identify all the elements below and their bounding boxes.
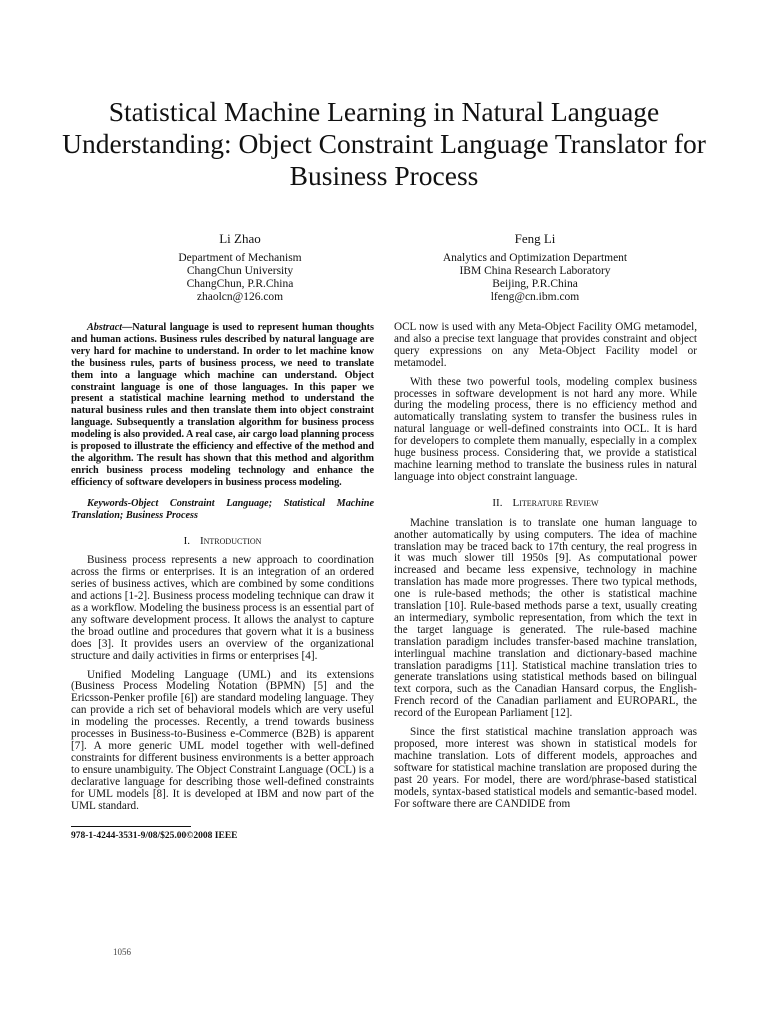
right-column	[394, 322, 697, 810]
copyright-footnote: 978-1-4244-3531-9/08/$25.00©2008 IEEE	[71, 831, 238, 841]
paragraph: Business process represents a new approach to coordination across the firms or enterprises. It is an integration of an ordered series of business actives, which are combined by some conditions and actions [1-2]. Business process modeling technique can draw it as a workflow. Modeling the business process is an essential part of any software development process. It allows the analyst to capture the broad outline and procedures that govern what it is a business does [3]. It provides users an overview of the organizational structure and daily activities in firms or enterprises [4].	[71, 554, 374, 662]
paragraph: OCL now is used with any Meta-Object Facility OMG metamodel, and also a precise text language that provides constraint and object query expressions on any Meta-Object Facility model or metamodel.	[394, 321, 697, 369]
abstract-label: Abstract	[87, 322, 123, 333]
page-number: 1056	[113, 947, 131, 957]
section-title: Introduction	[199, 534, 262, 547]
section-heading-introduction	[71, 536, 374, 548]
paragraph: With these two powerful tools, modeling complex business processes in software development is not hard any more. While during the modeling process, there is no efficiency method and automatically translating system to transfer the business rules in natural language or well-defined constraints into OCL. It is hard for developers to complete them manually, especially in a complex huge business process. Considering that, we provide a statistical machine learning method to translate the business rules in natural language into object constraint language.	[394, 375, 697, 483]
author-city: Beijing, P.R.China	[492, 278, 578, 290]
author-department: Analytics and Optimization Department	[442, 252, 628, 264]
author-name: Li Zhao	[219, 231, 261, 246]
author-block-2	[400, 232, 670, 304]
author-name: Feng Li	[514, 231, 556, 246]
abstract-text: Natural language is used to represent human thoughts and human actions. Business rules described by natural language are very hard for machine to understand. In order to let machine know the business rules, parts of business process, we need to translate them into a language which machine can understand. Object constraint language is one of those languages. In this paper we present a statistical machine learning method to understand the natural business rules and then translate them into object constraint language. Subsequently a translation algorithm for business process modeling is also provided. A real case, air cargo load planning process is proposed to illustrate the efficiency and effective of the method and the algorithm. The result has shown that this method and algorithm enrich business process modeling technology and enhance the efficiency of software developers in business process modeling.	[71, 322, 374, 488]
paragraph: Unified Modeling Language (UML) and its extensions (Business Process Modeling Notation (BPMN) [5] and the Ericsson-Penker profile [6]) are standard modeling language. They can provide a rich set of behavioral models which are very useful in modeling the processes. Recently, a trend towards business processes in Business-to-Business e-Commerce (B2B) is apparent [7]. A more generic UML model together with well-defined constraints for different business environments is a better approach to ensure unambiguity. The Object Constraint Language (OCL) is a declarative language for describing those well-defined constraints for UML models [8]. It is developed at IBM and now part of the UML standard.	[71, 668, 374, 812]
paragraph: Machine translation is to translate one human language to another automatically by using computers. The idea of machine translation may be traced back to 17th century, the real progress in it was much slower till 1950s [9]. As computational power increased and became less expensive, technology in machine translation has made more progresses. There two typical methods, one is rule-based methods; the other is statistical machine translation [10]. Rule-based methods parse a text, usually creating an intermediary, symbolic representation, from which the text in the target language is generated. The rule-based machine translation paradigm includes transfer-based machine translation, interlingual machine translation and dictionary-based machine translation paradigms [11]. Statistical machine translation tries to generate translations using statistical methods based on bilingual text corpora, such as the Canadian Hansard corpus, the English-French record of the Canadian parliament and EUROPARL, the record of the European Parliament [12].	[394, 516, 697, 720]
author-block-1	[120, 232, 360, 304]
abstract-dash: —	[122, 322, 133, 333]
paper-title: Statistical Machine Learning in Natural Language Understanding: Object Constraint Language Translator for Business Process	[62, 96, 706, 191]
paragraph: Since the first statistical machine translation approach was proposed, more interest was shown in statistical models for machine translation. Lots of different models, approaches and software for statistical machine translation are proposed during the past 20 years. For model, there are word/phrase-based statistical models, syntax-based statistical models and semantic-based model. For software there are CANDIDE from	[394, 726, 697, 810]
author-email: zhaolcn@126.com	[196, 291, 284, 303]
author-organization: IBM China Research Laboratory	[459, 265, 611, 277]
author-email: lfeng@cn.ibm.com	[490, 291, 580, 303]
author-department: Department of Mechanism	[178, 252, 302, 264]
left-column	[71, 322, 374, 812]
abstract	[71, 322, 374, 489]
footnote-rule	[71, 826, 191, 827]
keywords: Keywords-Object Constraint Language; Statistical Machine Translation; Business Process	[71, 497, 374, 521]
section-number: I.	[183, 534, 190, 547]
section-number: II.	[492, 496, 503, 509]
section-heading-literature-review	[394, 498, 697, 510]
author-organization: ChangChun University	[186, 265, 294, 277]
author-city: ChangChun, P.R.China	[186, 278, 294, 290]
section-title: Literature Review	[512, 496, 599, 509]
